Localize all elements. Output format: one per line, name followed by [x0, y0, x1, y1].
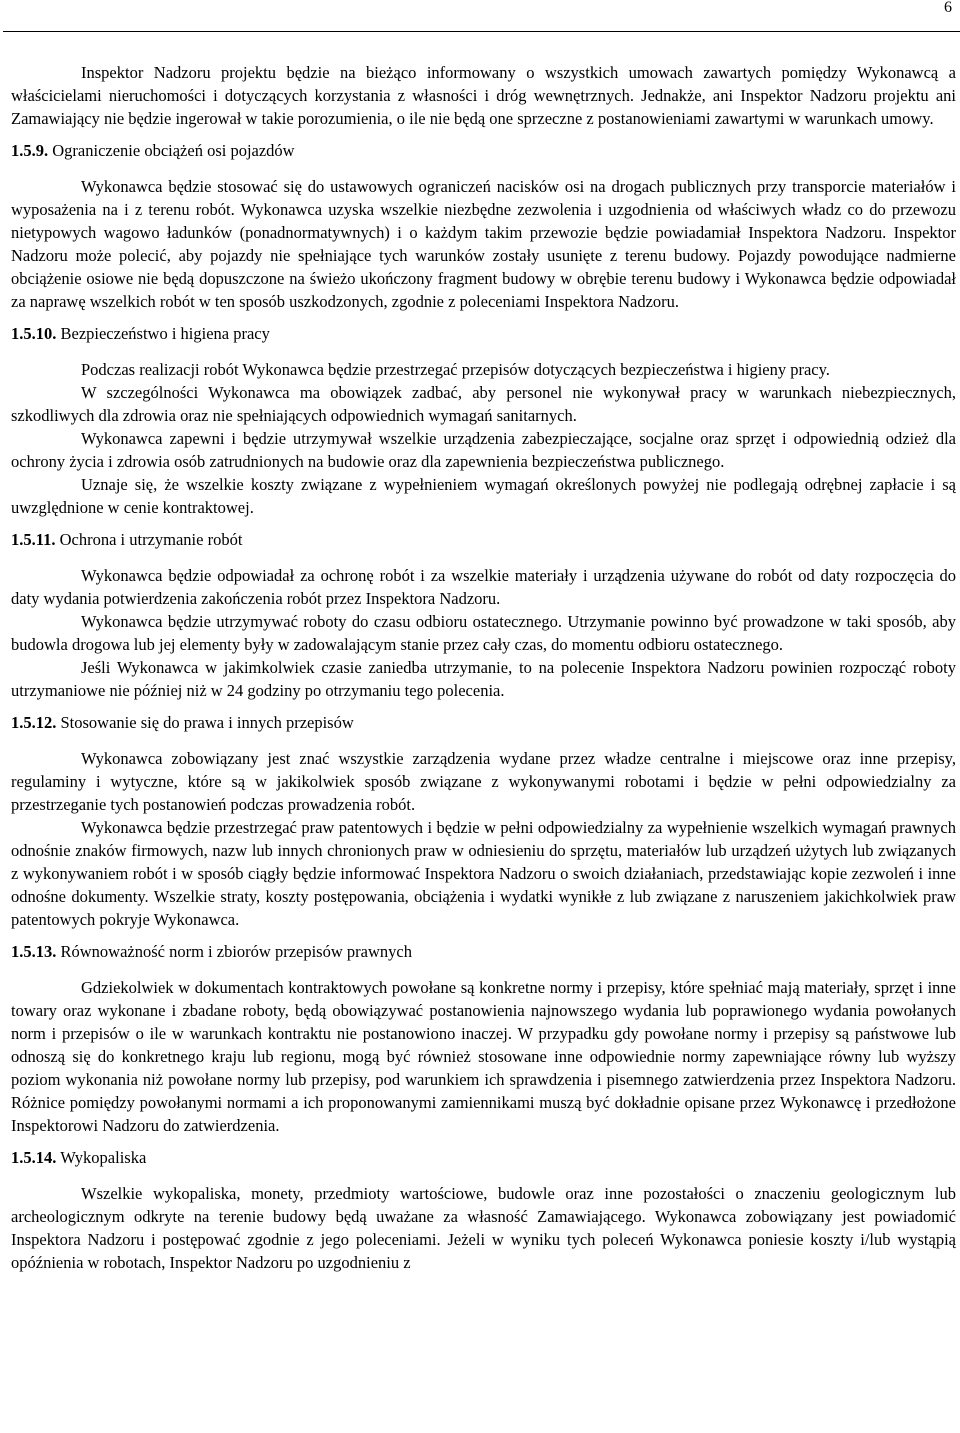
section-1-5-12 — [11, 711, 956, 931]
section-paragraph: Wykonawca zobowiązany jest znać wszystkie zarządzenia wydane przez władze centralne i miejscowe oraz inne przepisy, regulaminy i wytyczne, które są w jakikolwiek sposób związane z wykonywanymi robotami i będzie w pełni odpowiedzialny za przestrzeganie tych postanowień podczas prowadzenia robót. — [11, 749, 956, 814]
header-rule — [3, 31, 960, 32]
section-1-5-11 — [11, 528, 956, 702]
section-heading — [11, 528, 956, 551]
section-paragraph: Wykonawca będzie utrzymywać roboty do czasu odbioru ostatecznego. Utrzymanie powinno być prowadzone w taki sposób, aby budowla drogowa lub jej elementy były w zadowalającym stanie przez cały czas, do momentu odbioru ostatecznego. — [11, 612, 956, 654]
section-number: 1.5.12. — [11, 713, 57, 732]
section-paragraph: Wykonawca będzie stosować się do ustawowych ograniczeń nacisków osi na drogach publicznych przy transporcie materiałów i wyposażenia na i z terenu robót. Wykonawca uzyska wszelkie niezbędne zezwolenia i uzgodnienia od właściwych władz co do przewozu nietypowych wagowo ładunków (ponadnormatywnych) i o każdym takim przewozie będzie powiadamiał Inspektora Nadzoru. Inspektor Nadzoru może polecić, aby pojazdy nie spełniające tych warunków zostały usunięte z terenu budowy. Pojazdy powodujące nadmierne obciążenie osiowe nie będą dopuszczone na świeżo ukończony fragment budowy w obrębie terenu budowy i Wykonawca będzie odpowiadał za naprawę wszelkich robót w ten sposób uszkodzonych, zgodnie z poleceniami Inspektora Nadzoru. — [11, 177, 956, 311]
section-number: 1.5.10. — [11, 324, 57, 343]
section-heading — [11, 940, 956, 963]
section-paragraph: Wykonawca będzie przestrzegać praw patentowych i będzie w pełni odpowiedzialny za wypełnienie wszelkich wymagań prawnych odnośnie znaków firmowych, nazw lub innych chronionych praw w odniesieniu do sprzętu, materiałów lub urządzeń użytych lub związanych z wykonywaniem robót i w sposób ciągły będzie informować Inspektora Nadzoru o swoich działaniach, przedstawiając kopie zezwoleń i inne odnośne dokumenty. Wszelkie straty, koszty postępowania, obciążenia i wydatki wynikłe z lub związane z naruszeniem jakichkolwiek praw patentowych pokryje Wykonawca. — [11, 818, 956, 929]
section-number: 1.5.9. — [11, 141, 49, 160]
section-title: Ochrona i utrzymanie robót — [59, 530, 243, 549]
section-heading — [11, 1146, 956, 1169]
section-paragraph: Gdziekolwiek w dokumentach kontraktowych powołane są konkretne normy i przepisy, które spełniać mają materiały, sprzęt i inne towary oraz wykonane i zbadane roboty, będą obowiązywać postanowienia najnowszego wydania lub poprawionego wydania powołanych norm i przepisów o ile w warunkach kontraktu nie postanowiono inaczej. W przypadku gdy powołane normy i przepisy są państwowe lub odnoszą się do konkretnego kraju lub regionu, mogą być również stosowane inne odpowiednie normy zapewniające równy lub wyższy poziom wykonania niż powołane normy lub przepisy, pod warunkiem ich sprawdzenia i pisemnego zatwierdzenia przez Inspektora Nadzoru. Różnice pomiędzy powołanymi normami a ich proponowanymi zamiennikami muszą być dokładnie opisane przez Wykonawcę i przedłożone Inspektorowi Nadzoru do zatwierdzenia. — [11, 978, 956, 1135]
section-paragraph: Wykonawca zapewni i będzie utrzymywał wszelkie urządzenia zabezpieczające, socjalne oraz sprzęt i odpowiednią odzież dla ochrony życia i zdrowia osób zatrudnionych na budowie oraz dla zapewnienia bezpieczeństwa publicznego. — [11, 429, 956, 471]
intro-paragraph: Inspektor Nadzoru projektu będzie na bieżąco informowany o wszystkich umowach zawartych pomiędzy Wykonawcą a właścicielami nieruchomości i dotyczących korzystania z własności i dróg wewnętrznych. Jednakże, ani Inspektor Nadzoru projektu ani Zamawiający nie będzie ingerował w takie porozumienia, o ile nie będą one sprzeczne z postanowieniami zawartymi w warunkach umowy. — [11, 63, 956, 128]
section-1-5-14 — [11, 1146, 956, 1274]
section-title: Wykopaliska — [60, 1148, 147, 1167]
section-paragraph: Jeśli Wykonawca w jakimkolwiek czasie zaniedba utrzymanie, to na polecenie Inspektora Nadzoru powinien rozpocząć roboty utrzymaniowe nie później niż w 24 godziny po otrzymaniu tego polecenia. — [11, 658, 956, 700]
section-1-5-9 — [11, 139, 956, 313]
section-heading — [11, 711, 956, 734]
section-number: 1.5.14. — [11, 1148, 57, 1167]
section-title: Bezpieczeństwo i higiena pracy — [60, 324, 270, 343]
page-number: 6 — [944, 0, 952, 16]
section-paragraph: Wykonawca będzie odpowiadał za ochronę robót i za wszelkie materiały i urządzenia używane do robót od daty rozpoczęcia do daty wydania potwierdzenia zakończenia robót przez Inspektora Nadzoru. — [11, 566, 956, 608]
section-1-5-13 — [11, 940, 956, 1137]
section-number: 1.5.11. — [11, 530, 56, 549]
section-title: Równoważność norm i zbiorów przepisów prawnych — [60, 942, 412, 961]
section-paragraph: Podczas realizacji robót Wykonawca będzie przestrzegać przepisów dotyczących bezpieczeństwa i higieny pracy. — [81, 360, 830, 379]
document-body — [11, 61, 956, 1274]
section-paragraph: Wszelkie wykopaliska, monety, przedmioty wartościowe, budowle oraz inne pozostałości o znaczeniu geologicznym lub archeologicznym odkryte na terenie budowy będą uważane za własność Zamawiającego. Wykonawca zobowiązany jest powiadomić Inspektora Nadzoru i postępować zgodnie z jego poleceniami. Jeżeli w wyniku tych poleceń Wykonawca poniesie koszty i/lub wystąpią opóźnienia w robotach, Inspektor Nadzoru po uzgodnieniu z — [11, 1184, 956, 1272]
section-title: Ograniczenie obciążeń osi pojazdów — [52, 141, 295, 160]
section-paragraph: W szczególności Wykonawca ma obowiązek zadbać, aby personel nie wykonywał pracy w warunkach niebezpiecznych, szkodliwych dla zdrowia oraz nie spełniających odpowiednich wymagań sanitarnych. — [11, 383, 956, 425]
section-title: Stosowanie się do prawa i innych przepisów — [60, 713, 354, 732]
section-1-5-10 — [11, 322, 956, 519]
section-paragraph: Uznaje się, że wszelkie koszty związane z wypełnieniem wymagań określonych powyżej nie podlegają odrębnej zapłacie i są uwzględnione w cenie kontraktowej. — [11, 475, 956, 517]
section-number: 1.5.13. — [11, 942, 57, 961]
section-heading — [11, 139, 956, 162]
section-heading — [11, 322, 956, 345]
